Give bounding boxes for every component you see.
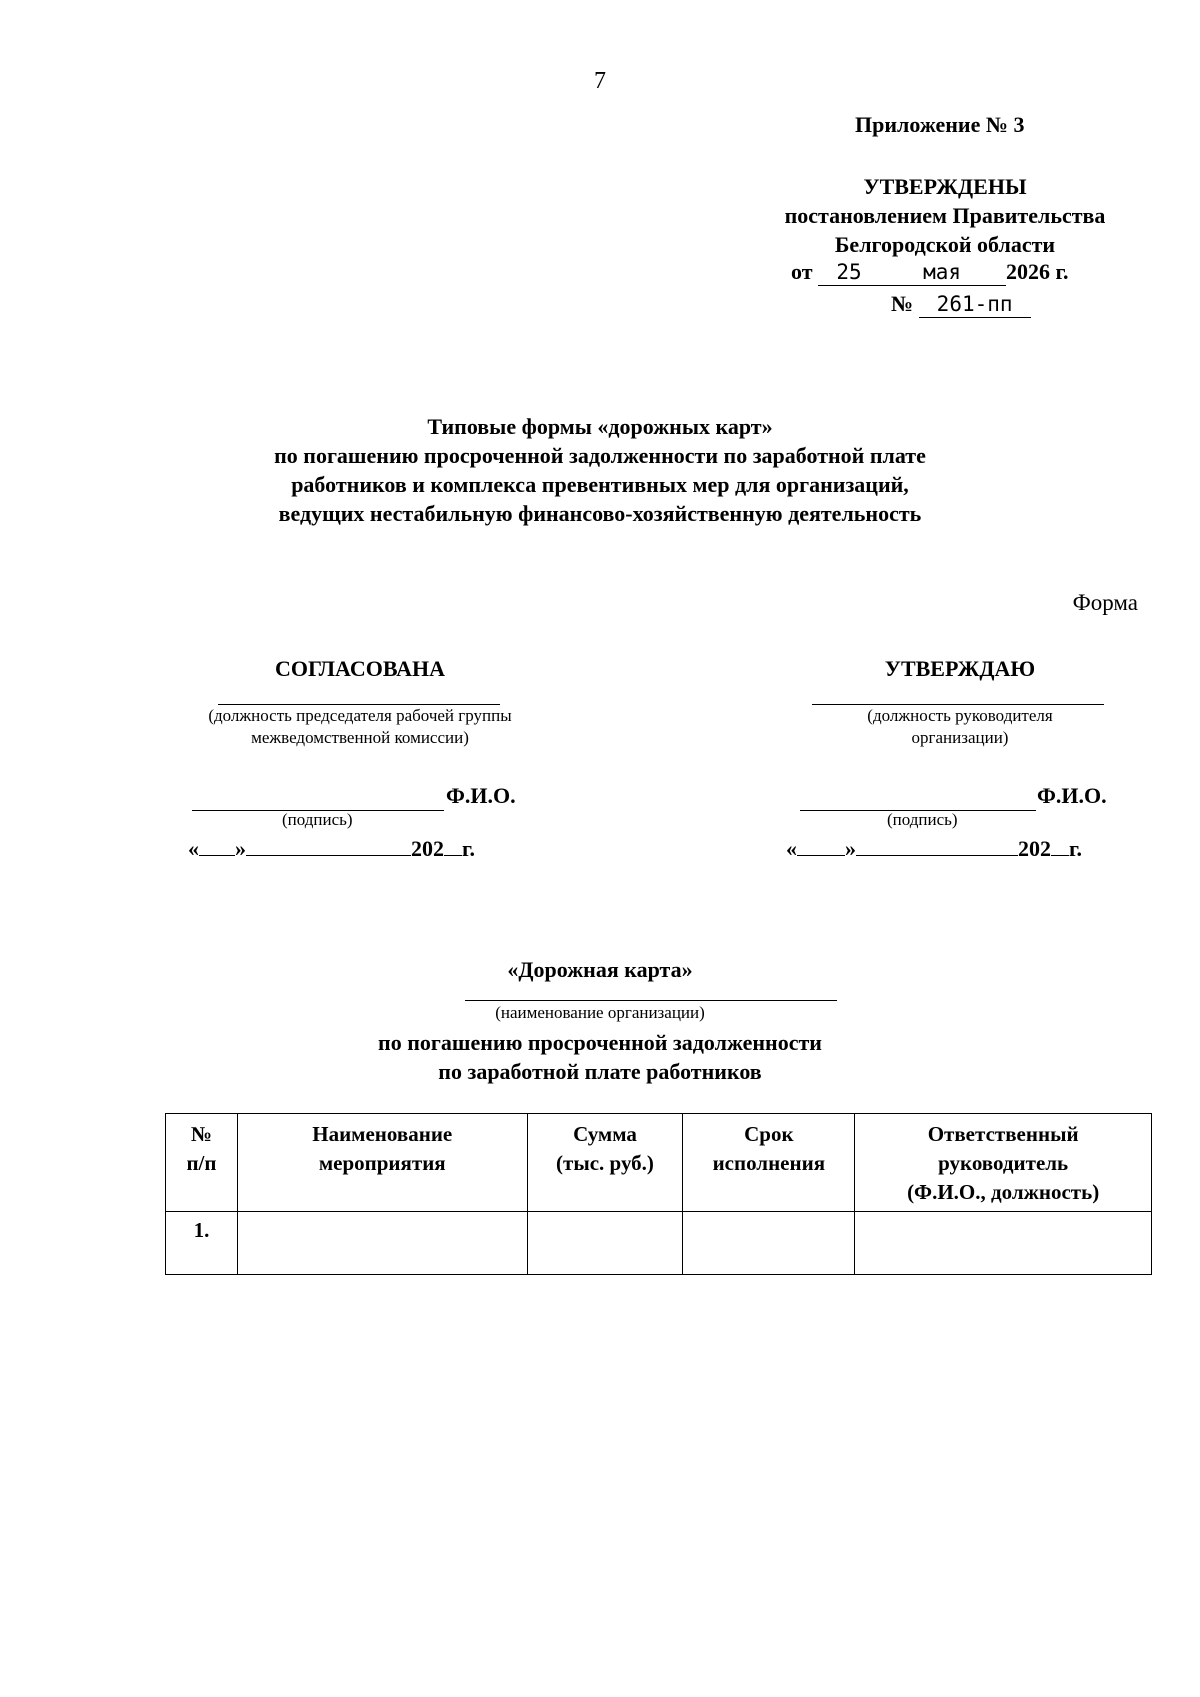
approve-heading: УТВЕРЖДАЮ	[884, 656, 1036, 681]
title-line-3: работников и комплекса превентивных мер для организаций,	[291, 472, 909, 497]
form-label: Форма	[1072, 590, 1138, 615]
right-signature-block	[800, 656, 1120, 682]
approved-heading: УТВЕРЖДЕНЫ	[863, 174, 1027, 199]
date-month: мая	[878, 259, 1006, 286]
document-title	[150, 412, 1050, 528]
page-number: 7	[594, 68, 606, 94]
title-line-1: Типовые формы «дорожных карт»	[427, 414, 773, 439]
organization-line	[465, 1000, 837, 1001]
roadmap-subtitle-1: по погашению просроченной задолженности	[378, 1030, 822, 1055]
number-value: 261-пп	[919, 291, 1031, 318]
cell-activity	[237, 1212, 527, 1275]
title-line-4: ведущих нестабильную финансово-хозяйственную деятельность	[278, 501, 922, 526]
header-responsible: Ответственный руководитель (Ф.И.О., должность)	[855, 1114, 1152, 1212]
left-position-caption: (должность председателя рабочей группы межведомственной комиссии)	[208, 706, 512, 747]
left-signature-caption: (подпись)	[282, 810, 353, 829]
cell-amount	[527, 1212, 683, 1275]
approval-line-2: Белгородской области	[834, 232, 1056, 257]
left-signature-block	[160, 656, 560, 682]
agreed-heading: СОГЛАСОВАНА	[274, 656, 446, 681]
number-prefix: №	[891, 291, 914, 316]
right-date-row: « » 202 г.	[786, 836, 1083, 861]
title-line-2: по погашению просроченной задолженности по заработной плате	[274, 443, 926, 468]
left-date-row: « » 202 г.	[188, 836, 476, 861]
date-prefix: от	[791, 259, 813, 284]
cell-number: 1.	[166, 1212, 238, 1275]
approval-date	[791, 259, 1069, 286]
header-number: № п/п	[166, 1114, 238, 1212]
header-amount: Сумма (тыс. руб.)	[527, 1114, 683, 1212]
right-fio: Ф.И.О.	[1037, 783, 1107, 808]
date-day: 25	[818, 259, 880, 286]
date-year: 2026 г.	[1006, 259, 1069, 284]
left-fio: Ф.И.О.	[446, 783, 516, 808]
table-header-row	[166, 1114, 1152, 1212]
approval-line-1: постановлением Правительства	[784, 203, 1106, 228]
table-row	[166, 1212, 1152, 1275]
roadmap-title: «Дорожная карта»	[507, 957, 693, 982]
roadmap-table	[165, 1113, 1152, 1275]
roadmap-subtitle-2: по заработной плате работников	[438, 1059, 762, 1084]
appendix-label: Приложение № 3	[855, 112, 1025, 137]
approval-number	[891, 291, 1031, 318]
cell-deadline	[683, 1212, 855, 1275]
header-activity: Наименование мероприятия	[237, 1114, 527, 1212]
organization-caption: (наименование организации)	[495, 1003, 705, 1022]
cell-responsible	[855, 1212, 1152, 1275]
header-deadline: Срок исполнения	[683, 1114, 855, 1212]
right-position-caption: (должность руководителя организации)	[867, 706, 1053, 747]
right-signature-caption: (подпись)	[887, 810, 958, 829]
